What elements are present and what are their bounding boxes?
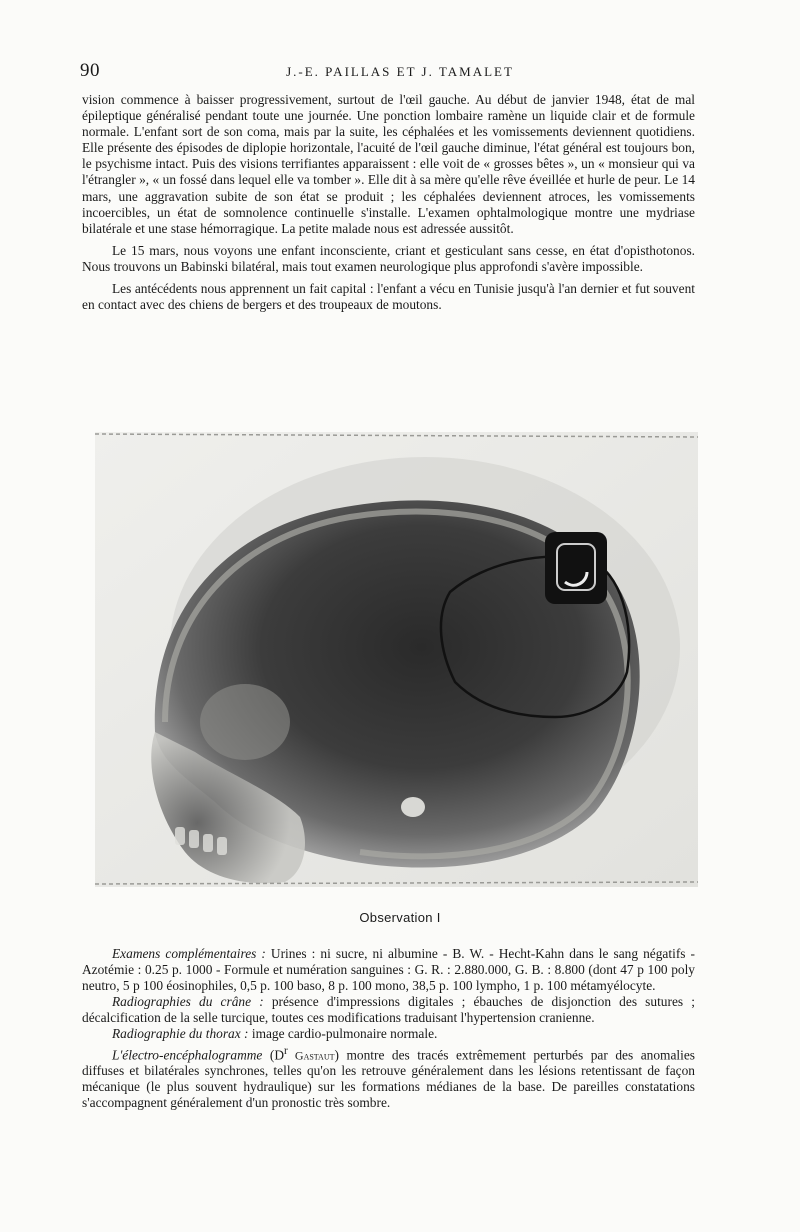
radio-crane-text: présence d'impressions digitales ; ébauches de disjonction des sutures ; décalcification de la selle turcique, toutes ces modifications traduisant l'hypertension cranienne. (82, 994, 696, 1026)
radio-thorax-label: Radiographie du thorax : (112, 1026, 249, 1042)
eeg-paren: (D (262, 1047, 285, 1063)
eeg-author: Gastaut (287, 1048, 335, 1063)
paragraph-2: Le 15 mars, nous voyons une enfant inconsciente, criant et gesticulant sans cesse, en état d'opisthotonos. Nous trouvons un Babinski bilatéral, mais tout examen neurologique plus approfondi s'avère impossible. (82, 242, 695, 274)
body-text-top (82, 92, 695, 313)
paragraph-1: vision commence à baisser progressivement, surtout de l'œil gauche. Au début de janvier 1948, état de mal épileptique généralisé pendant toute une journée. Une ponction lombaire ramène un liquide clair et de formule normale. L'enfant sort de son coma, mais par la suite, les céphalées et les vomissements deviennent quotidiens. Elle présente des épisodes de diplopie horizontale, l'acuité de l'œil gauche diminue, l'état général est toujours bon, le psychisme intact. Puis des visions terrifiantes apparaissent : elle voit de « grosses bêtes », un « monsieur qui va l'étrangler », « un fossé dans lequel elle va tomber ». Elle dit à sa mère qu'elle rêve éveillée et hurle de peur. Le 14 mars, une aggravation subite de son état se produit ; les céphalées deviennent atroces, les vomissements incoercibles, un état de somnolence continuelle s'installe. L'examen ophtalmologique montre une mydriase bilatérale et une stase hémorragique. La petite malade nous est adressée aussitôt. (82, 92, 695, 236)
paragraph-eeg (82, 1043, 695, 1112)
examens-text: Urines : ni sucre, ni albumine - B. W. - Hecht-Kahn dans le sang négatifs - Azotémie : 0.25 p. 1000 - Formule et numération sanguines : G. R. : 2.880.000, G. B. : 8.800 (dont 47 p 100 poly neutro, 5 p 100 éosinophiles, 0,5 p. 100 baso, 8 p. 100 mono, 38,5 p. 100 lympho, 1 p. 100 métamyélocyte. (82, 946, 695, 994)
paragraph-radio-crane (82, 994, 695, 1026)
page-number: 90 (80, 60, 100, 81)
paragraph-radio-thorax (82, 1026, 695, 1042)
figure-caption: Observation I (359, 910, 441, 925)
eeg-label: L'électro-encéphalogramme (112, 1047, 263, 1063)
skull-radiograph-image (95, 432, 698, 887)
skull-radiograph-figure (95, 432, 698, 887)
body-text-bottom (82, 946, 695, 1111)
examens-label: Examens complémentaires : (112, 946, 266, 961)
eeg-text: ) montre des tracés extrêmement perturbés par des anomalies diffuses et bilatérales synchrones, telles qu'on les retrouve généralement dans les lésions retentissant de façon mécanique (le plus souvent hydraulique) sur les formations médianes de la base. De pareilles constatations s'accompagnent généralement d'un pronostic très sombre. (82, 1047, 695, 1111)
running-head: J.-E. PAILLAS ET J. TAMALET (286, 64, 514, 79)
paragraph-3: Les antécédents nous apprennent un fait capital : l'enfant a vécu en Tunisie jusqu'à l'an dernier et fut souvent en contact avec des chiens de bergers et des troupeaux de moutons. (82, 281, 695, 313)
radio-thorax-text: image cardio-pulmonaire normale. (248, 1026, 438, 1042)
paragraph-examens (82, 946, 695, 994)
radio-crane-label: Radiographies du crâne : (112, 994, 264, 1010)
eeg-sup: r (284, 1044, 288, 1057)
